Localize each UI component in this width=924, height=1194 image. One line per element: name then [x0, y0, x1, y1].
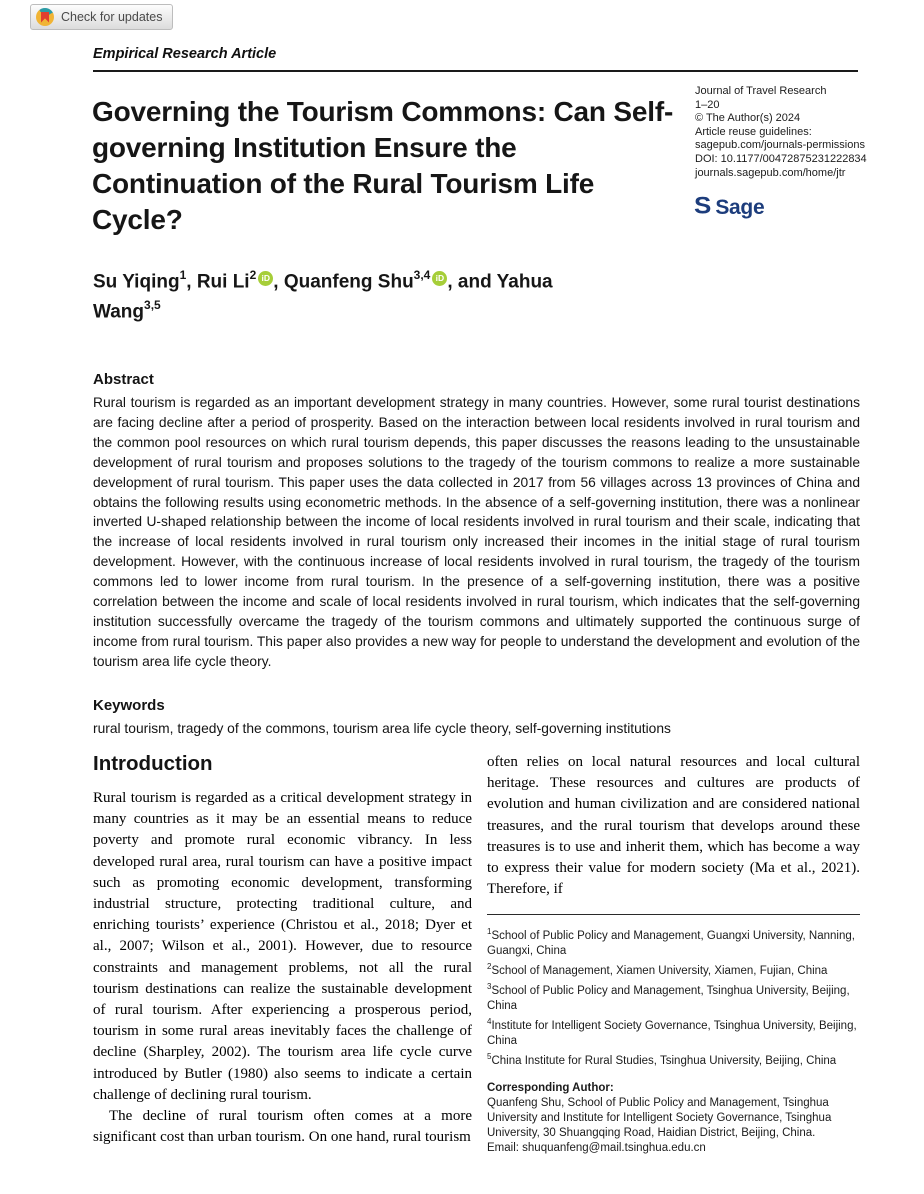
affiliation-text: School of Public Policy and Management, Guangxi University, Nanning, Guangxi, China	[487, 930, 855, 958]
check-for-updates-label: Check for updates	[61, 10, 163, 24]
introduction-paragraph: The decline of rural tourism often comes at a more significant cost than urban tourism. On one hand, rural tourism	[93, 1108, 472, 1146]
author-name: Rui Li	[196, 271, 250, 293]
affiliation-line	[487, 959, 860, 979]
affiliation-line	[487, 924, 860, 959]
author-affil-sup: 2	[249, 268, 257, 282]
affiliation-line	[487, 1049, 860, 1069]
introduction-heading: Introduction	[93, 752, 213, 775]
left-column	[93, 752, 472, 1156]
body-columns	[93, 752, 860, 1156]
abstract-section	[93, 371, 860, 738]
reuse-guidelines-label: Article reuse guidelines:	[695, 125, 812, 138]
author-name: Su Yiqing	[93, 271, 180, 293]
introduction-paragraph: Rural tourism is regarded as a critical development strategy in many countries as it may be an essential means to reduce poverty and promote rural economic vibrancy. In less developed rural area, rural tourism can have a positive impact such as promoting economic development, transforming industrial structure, protecting traditional culture, and enriching tourists’ experience (Christou et al., 2018; Dyer et al., 2007; Wilson et al., 2001). However, due to resource constraints and management problems, not all the rural tourism destinations can realize the sustainable development of rural tourism. After experiencing a prosperous period, tourism in some rural areas inevitably faces the challenge of decline (Sharpley, 2002). The tourism area life cycle curve introduced by Butler (1980) also seems to indicate a certain challenge of declining rural tourism.	[93, 790, 472, 1103]
check-for-updates-button[interactable]	[30, 4, 173, 30]
author-separator: ,	[273, 271, 284, 293]
journal-info-block	[695, 85, 885, 180]
journal-homepage-link[interactable]: journals.sagepub.com/home/jtr	[695, 166, 846, 179]
affiliation-sup: 3	[487, 982, 492, 992]
email-label: Email:	[487, 1141, 523, 1154]
footnote-block	[487, 914, 860, 1155]
abstract-text: Rural tourism is regarded as an important development strategy in many countries. However, some rural tourist destinations are facing decline after a period of prosperity. Based on the interaction between local residents involved in rural tourism and the common pool resources on which rural tourism depends, this paper discusses the reasons leading to the unsustainable development of rural tourism and proposes solutions to the tragedy of the tourism commons to realize a more sustainable development of rural tourism. This paper uses the data collected in 2017 from 56 villages across 13 provinces of China and obtains the following results using econometric methods. In the absence of a self-governing institution, there was a nonlinear inverted U-shaped relationship between the income of local residents involved in rural tourism and their scale, indicating that the increase of local residents involved in rural tourism only increased their incomes in the initial stage of rural tourism development. However, with the continuous increase of local residents involved in rural tourism, the tragedy of the tourism commons led to lower income from rural tourism. In the presence of a self-governing institution, there was a positive correlation between the income and scale of local residents involved in rural tourism, which indicates that the self-governing institution successfully overcame the tragedy of the tourism commons and ultimately supported the continuous surge of income from rural tourism. This paper also provides a new way for people to understand the development and evolution of the tourism area life cycle theory.	[93, 395, 860, 669]
keywords-section	[93, 697, 860, 738]
sage-wordmark: Sage	[715, 196, 765, 219]
corresponding-author-heading: Corresponding Author:	[487, 1081, 614, 1094]
author-affil-sup: 3,4	[413, 268, 431, 282]
author-affil-sup: 3,5	[144, 298, 161, 313]
affiliation-sup: 5	[487, 1051, 492, 1061]
author-name: Quanfeng Shu	[283, 271, 414, 293]
page-range: 1–20	[695, 98, 720, 111]
keywords-text: rural tourism, tragedy of the commons, tourism area life cycle theory, self-governing institutions	[93, 720, 671, 736]
crossmark-icon	[36, 8, 54, 26]
bookmark-icon	[41, 12, 49, 23]
corresponding-author-text: Quanfeng Shu, School of Public Policy and Management, Tsinghua University and Institute for Intelligent Society Governance, Tsinghua University, 30 Shuangqing Road, Haidian District, Beijing, China.	[487, 1096, 832, 1139]
header-divider	[93, 70, 858, 72]
abstract-heading: Abstract	[93, 371, 154, 388]
author-list	[93, 264, 573, 325]
affiliation-line	[487, 1014, 860, 1049]
affiliation-line	[487, 979, 860, 1014]
copyright-line: © The Author(s) 2024	[695, 112, 801, 125]
author-affil-sup: 1	[179, 268, 187, 282]
article-title: Governing the Tourism Commons: Can Self-governing Institution Ensure the Continuation of the Rural Tourism Life Cycle?	[92, 96, 674, 235]
orcid-icon[interactable]: iD	[258, 271, 273, 286]
orcid-icon[interactable]: iD	[432, 271, 447, 286]
author-separator: , and	[447, 271, 497, 293]
corresponding-author-block	[487, 1081, 860, 1156]
article-type-label: Empirical Research Article	[93, 46, 277, 62]
author-name: Yahua Wang	[93, 271, 553, 323]
sage-logo	[694, 190, 764, 221]
author-separator: ,	[186, 271, 197, 293]
affiliation-text: School of Management, Xiamen University, Xiamen, Fujian, China	[491, 965, 828, 978]
introduction-paragraph-continued: often relies on local natural resources and local cultural heritage. These resources and cultures are products of evolution and human civilization and are considered national treasures, and the rural tourism that develops around these treasures is to use and inherit them, which has become a way to express their value for modern society (Ma et al., 2021). Therefore, if	[487, 754, 860, 898]
affiliation-text: Institute for Intelligent Society Governance, Tsinghua University, Beijing, China	[487, 1019, 857, 1047]
email-link[interactable]: shuquanfeng@mail.tsinghua.edu.cn	[522, 1141, 706, 1154]
doi-line: DOI: 10.1177/00472875231222834	[695, 152, 867, 165]
sage-s-mark-icon: S	[694, 191, 712, 219]
affiliation-sup: 1	[487, 927, 492, 937]
journal-name: Journal of Travel Research	[695, 85, 827, 97]
keywords-heading: Keywords	[93, 696, 165, 714]
affiliation-text: School of Public Policy and Management, Tsinghua University, Beijing, China	[487, 984, 850, 1012]
reuse-guidelines-link[interactable]: sagepub.com/journals-permissions	[695, 139, 865, 152]
affiliation-sup: 4	[487, 1016, 492, 1026]
right-column	[487, 752, 860, 1156]
affiliation-text: China Institute for Rural Studies, Tsinghua University, Beijing, China	[491, 1054, 837, 1067]
affiliation-sup: 2	[487, 962, 492, 972]
